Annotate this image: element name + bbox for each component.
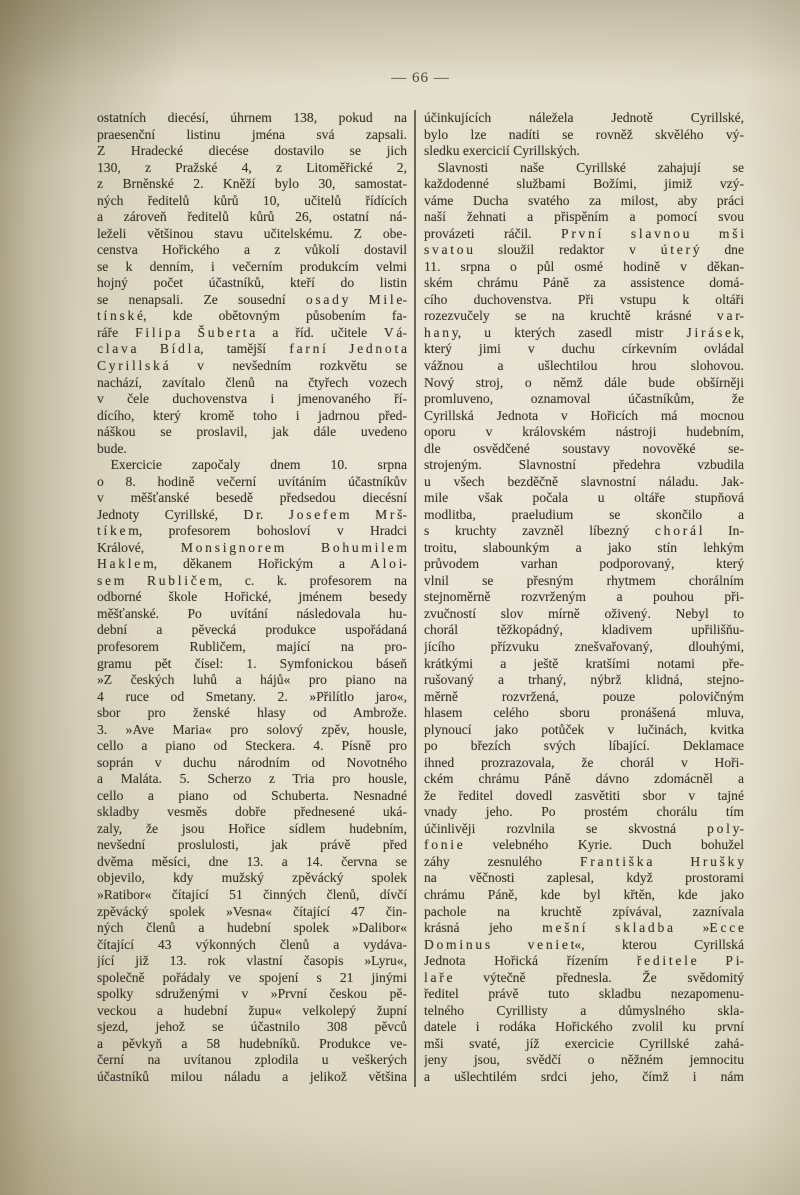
text-line: Exercicie započaly dnem 10. srpna xyxy=(97,457,407,473)
text-line: Nový stroj, o němž dále bude obšírněji xyxy=(424,374,744,390)
text-line: hlasem celého sboru pronášená mluva, xyxy=(424,705,744,721)
text-line: a zároveň ředitelů kůrů 26, ostatní ná- xyxy=(97,209,407,225)
text-line: každodenné službami Božími, jimiž vzý- xyxy=(424,176,744,192)
text-line: s e m R u b l i č e m, c. k. profesorem na xyxy=(97,572,407,588)
text-line: měšťanské. Po uvítání následovala hu- xyxy=(97,605,407,621)
text-line: 130, z Pražské 4, z Litoměřické 2, xyxy=(97,159,407,175)
text-line: pachole na kruchtě zpívával, zaznívala xyxy=(424,903,744,919)
text-line: krátkými a ještě kratšími notami pře- xyxy=(424,655,744,671)
text-line: mši svaté, jíž exercicie Cyrillské zahá- xyxy=(424,1035,744,1051)
text-line: ráře F i l i p a Š u b e r t a a říd. učitele V á- xyxy=(97,324,407,340)
text-line: čítající 43 výkonných členů a vydáva- xyxy=(97,936,407,952)
text-line: vlnil se přesným rhytmem chorálním xyxy=(424,572,744,588)
text-line: rušovaný a trhaný, nýbrž klidná, stejno- xyxy=(424,672,744,688)
text-line: z Brněnské 2. Kněží bylo 30, samostat- xyxy=(97,176,407,192)
text-line: strojeným. Slavnostní předehra vzbudila xyxy=(424,457,744,473)
text-line: promluveno, oznamoval účastníkům, že xyxy=(424,391,744,407)
text-line: oporu v královském nástroji hudebním, xyxy=(424,424,744,440)
text-line: s v a t o u sloužil redaktor v ú t e r ý dne xyxy=(424,242,744,258)
text-line: ných ředitelů kůrů 10, učitelů řídících xyxy=(97,192,407,208)
text-line: cello a piano od Steckera. 4. Písně pro xyxy=(97,738,407,754)
column-gap xyxy=(416,110,425,1087)
text-line: hojný počet účastníků, kteří do listin xyxy=(97,275,407,291)
text-line: c l a v a B í d l a, tamější f a r n í J e d n o t a xyxy=(97,341,407,357)
text-line: záhy zesnulého F r a n t i š k a H r u š k y xyxy=(424,853,744,869)
text-line: 11. srpna o půl osmé hodině v děkan- xyxy=(424,258,744,274)
text-line: ředitel právě tuto skladbu nezapomenu- xyxy=(424,986,744,1002)
text-line: soprán v duchu národním od Novotného xyxy=(97,754,407,770)
text-line: měrně rozvržená, pouze polovičným xyxy=(424,688,744,704)
text-line: ostatních diecésí, úhrnem 138, pokud na xyxy=(97,110,407,125)
text-line: na věčnosti zaplesal, když prostorami xyxy=(424,870,744,886)
text-line: krásná jeho m e š n í s k l a d b a »E c c e xyxy=(424,920,744,936)
text-line: ihned prozrazovala, že chorál v Hoři- xyxy=(424,754,744,770)
text-line: účinkujících náležela Jednotě Cyrillské, xyxy=(424,110,744,125)
text-line: »Z českých luhů a hájů« pro piano na xyxy=(97,672,407,688)
text-line: modlitba, praeludium se skončilo a xyxy=(424,506,744,522)
text-line: Cyrillská Jednota v Hořicích má mocnou xyxy=(424,407,744,423)
text-line: zaly, že jsou Hořice sídlem hudebním, xyxy=(97,820,407,836)
text-line: chrámu Páně, kde byl křtěn, kde jako xyxy=(424,886,744,902)
text-line: h a n y, u kterých zasedl mistr J i r á s e k, xyxy=(424,324,744,340)
text-line: sjezd, jehož se účastnilo 308 pěvců xyxy=(97,1019,407,1035)
text-line: bude. xyxy=(97,440,127,456)
text-line: vnady jeho. Po prostém chorálu tím xyxy=(424,804,744,820)
text-line: s kruchty zavzněl líbezný c h o r á l In- xyxy=(424,523,744,539)
text-line: bylo lze nadíti se rovněž skvělého vý- xyxy=(424,126,744,142)
text-line: nachází, zavítalo členů na čtyřech vozech xyxy=(97,374,407,390)
text-line: objevilo, kdy mužský zpěvácký spolek xyxy=(97,870,407,886)
text-line: veckou a hudební župu« velkolepý župní xyxy=(97,1002,407,1018)
text-line: Jednoty Cyrillské, D r. J o s e f e m M r š- xyxy=(97,506,407,522)
left-column xyxy=(97,110,407,1087)
text-line: f o n i e velebného Kyrie. Duch bohužel xyxy=(424,837,744,853)
text-line: »Ratibor« čítající 51 činných členů, dívčí xyxy=(97,886,407,902)
text-line: provázeti ráčil. P r v n í s l a v n o u m š i xyxy=(424,225,744,241)
text-line: Králové, M o n s i g n o r e m B o h u m i l e m xyxy=(97,539,407,555)
page-number: — 66 — xyxy=(391,70,450,86)
text-line: jícího přízvuku znešvařovaný, dlouhými, xyxy=(424,639,744,654)
text-line: vážnou a ušlechtilou hrou slohovou. xyxy=(424,357,744,373)
text-line: ckém chrámu Páně dávno zdomácněl a xyxy=(424,771,744,787)
text-line: profesorem Rubličem, mající na pro- xyxy=(97,639,407,654)
column-gap xyxy=(407,110,414,1087)
text-line: Slavnosti naše Cyrillské zahajují se xyxy=(424,159,744,175)
text-line: skladby vesměs dobře přednesené uká- xyxy=(97,804,407,820)
text-line: stejnoměrně rozvrženým a pouhou při- xyxy=(424,589,744,605)
text-line: l a ř e výtečně přednesla. Že svědomitý xyxy=(424,969,744,985)
text-line: plynoucí jako potůček v lučinách, kvitka xyxy=(424,721,744,737)
text-line: 3. »Ave Maria« pro solový zpěv, housle, xyxy=(97,721,407,737)
text-line: průvodem varhan podporovaný, který xyxy=(424,556,744,572)
text-line: v měšťanské besedě předsedou diecésní xyxy=(97,490,407,506)
text-line: sledku exercicií Cyrillských. xyxy=(424,143,580,159)
text-line: cího duchovenstva. Při vstupu k oltáři xyxy=(424,291,744,307)
text-line: se k denním, i večerním produkcím velmi xyxy=(97,258,407,274)
text-line: telného Cyrillisty a důmyslného skla- xyxy=(424,1002,744,1018)
text-line: který jimi v duchu církevním ovládal xyxy=(424,341,744,357)
text-line: datele i rodáka Hořického zvolil ku první xyxy=(424,1019,744,1035)
text-line: spolky sdruženými v »První českou pě- xyxy=(97,986,407,1002)
text-line: účastníků milou náladu a jelikož většina xyxy=(97,1068,407,1084)
text-line: váme Ducha svatého za milost, aby práci xyxy=(424,192,744,208)
text-line: Jednota Hořická řízením ř e d i t e l e P i- xyxy=(424,953,744,969)
text-line: dle osvědčené soustavy novověké se- xyxy=(424,440,744,456)
text-line: po březích svých líbající. Deklamace xyxy=(424,738,744,754)
text-line: jící již 13. rok vlastní časopis »Lyru«, xyxy=(97,953,407,969)
text-line: v čele duchovenstva i jmenovaného ří- xyxy=(97,391,407,407)
text-line: H a k l e m, děkanem Hořickým a A l o i- xyxy=(97,556,407,572)
text-line: gramu pět čísel: 1. Symfonickou báseň xyxy=(97,655,407,671)
text-line: nevšední proslulosti, jak právě před xyxy=(97,837,407,853)
text-line: C y r i l l s k á v nevšedním rozkvětu se xyxy=(97,357,407,373)
text-line: censtva Hořického a z vůkolí dostavil xyxy=(97,242,407,258)
text-line: sbor pro ženské hlasy od Ambrože. xyxy=(97,705,407,721)
text-line: dební a pěvecká produkce uspořádaná xyxy=(97,622,407,638)
text-line: černí na uvítanou zplodila u veškerých xyxy=(97,1052,407,1068)
text-line: a ušlechtilém srdci jeho, čímž i nám xyxy=(424,1068,744,1084)
text-line: t í k e m, profesorem bohosloví v Hradci xyxy=(97,523,407,539)
text-line: se nenapsali. Ze sousední o s a d y M i l e- xyxy=(97,291,407,307)
text-columns xyxy=(97,110,744,1087)
text-line: leželi většinou stavu učitelskému. Z obe- xyxy=(97,225,407,241)
text-line: že ředitel dovedl zasvětiti sbor v tajné xyxy=(424,787,744,803)
text-line: cello a piano od Schuberta. Nesnadné xyxy=(97,787,407,803)
text-line: u všech bezděčně slavnostní náladu. Jak- xyxy=(424,473,744,489)
text-line: mile však počala u oltáře stupňová xyxy=(424,490,744,506)
text-line: o 8. hodině večerní uvítáním účastníkův xyxy=(97,473,407,489)
text-line: t í n s k é, kde obětovným působením fa- xyxy=(97,308,407,324)
text-line: zpěvácký spolek »Vesna« čítající 47 čin- xyxy=(97,903,407,919)
text-line: naší žehnati a přispěním a pomocí svou xyxy=(424,209,744,225)
text-line: rozezvučely se na kruchtě krásné v a r- xyxy=(424,308,744,324)
text-line: společně pořádaly ve spojení s 21 jinými xyxy=(97,969,407,985)
text-line: zvučností slov mírně oživený. Nebyl to xyxy=(424,605,744,621)
text-line: a Maláta. 5. Scherzo z Tria pro housle, xyxy=(97,771,407,787)
text-line: jeny jsou, svědčí o něžném jemnocitu xyxy=(424,1052,744,1068)
text-line: a pěvkyň a 58 hudebníků. Produkce ve- xyxy=(97,1035,407,1051)
text-line: D o m i n u s v e n i e t«, kterou Cyrillská xyxy=(424,936,744,952)
text-line: troitu, slabounkým a jako stín lehkým xyxy=(424,539,744,555)
text-line: účinlivěji rozvlnila se skvostná p o l y- xyxy=(424,820,744,836)
text-line: chorál těžkopádný, kladivem upřilišňu- xyxy=(424,622,744,638)
text-line: ském chrámu Páně za assistence domá- xyxy=(424,275,744,291)
text-line: Z Hradecké diecése dostavilo se jich xyxy=(97,143,407,159)
text-line: odborné škole Hořické, jménem besedy xyxy=(97,589,407,605)
text-line: dícího, který kromě toho i jadrnou před- xyxy=(97,407,407,423)
text-line: ných členů a hudební spolek »Dalibor« xyxy=(97,920,407,936)
text-line: náškou se proslavil, jak dále uvedeno xyxy=(97,424,407,440)
text-line: praesenční listinu jména svá zapsali. xyxy=(97,126,407,142)
text-line: dvěma měsíci, dne 13. a 14. června se xyxy=(97,853,407,869)
text-line: 4 ruce od Smetany. 2. »Přilítlo jaro«, xyxy=(97,688,407,704)
right-column xyxy=(424,110,744,1087)
